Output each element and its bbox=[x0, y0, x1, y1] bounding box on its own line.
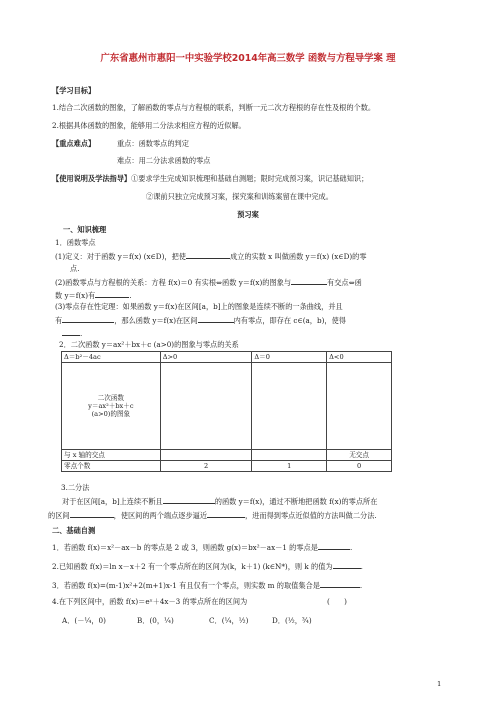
sec1-p1-3b: 有 bbox=[55, 316, 63, 325]
sec1-p1-2a: (2)函数零点与方程根的关系：方程 f(x)＝0 有实根⇔函数 y＝f(x)的图象与 bbox=[55, 278, 292, 287]
sec1-p3c: 的区间 bbox=[48, 511, 70, 520]
count-cell: 1 bbox=[252, 461, 327, 472]
option-a[interactable] bbox=[62, 616, 106, 625]
sec1-p3: 3.二分法 bbox=[61, 483, 90, 492]
option-b-value: (0，¼) bbox=[149, 616, 174, 625]
option-d-value: (½，¾) bbox=[284, 616, 312, 625]
table-row bbox=[62, 363, 392, 450]
graph-answer-cell[interactable] bbox=[160, 363, 252, 450]
intersect-label-cell: 与 x 轴的交点 bbox=[62, 450, 161, 461]
answer-blank[interactable] bbox=[186, 251, 230, 259]
question-3: 3．若函数 f(x)=(m-1)x²+2(m+1)x-1 有且仅有一个零点，则实数 m 的取值集合是 bbox=[52, 581, 320, 590]
usage-heading: 【使用说明及学法指导】 bbox=[52, 174, 132, 183]
answer-blank[interactable] bbox=[198, 315, 234, 323]
sec1-p1-2c: 数 y＝f(x)有 bbox=[55, 291, 96, 300]
intersect-answer-cell[interactable] bbox=[160, 450, 252, 461]
option-b-label: B． bbox=[137, 616, 150, 625]
answer-blank[interactable] bbox=[62, 315, 114, 323]
graph-label-line-3: (a>0)的图象 bbox=[91, 410, 131, 419]
answer-blank[interactable] bbox=[207, 510, 245, 518]
option-c[interactable] bbox=[209, 616, 248, 625]
graph-label-line-2: y＝ax²＋bx＋c bbox=[88, 401, 134, 410]
sec1-p3b: 的函数 y＝f(x)，通过不断地把函数 f(x)的零点所在 bbox=[214, 497, 378, 506]
sec1-p1-3c: ，那么函数 y＝f(x)在区间 bbox=[114, 316, 198, 325]
intersect-none-cell: 无交点 bbox=[327, 450, 392, 461]
option-d[interactable] bbox=[272, 616, 312, 625]
sec1-p3a: 对于在区间[a，b]上连续不断且 bbox=[62, 497, 163, 506]
answer-blank[interactable] bbox=[320, 580, 360, 588]
preview-title: 预习案 bbox=[237, 210, 259, 219]
quadratic-zero-table bbox=[61, 351, 392, 472]
table-row bbox=[62, 450, 392, 461]
table-header-cell: Δ＝b²－4ac bbox=[62, 352, 161, 363]
section2-heading: 二、基础自测 bbox=[52, 526, 96, 535]
option-d-label: D． bbox=[272, 616, 285, 625]
sec1-p1-3a: (3)零点存在性定理：如果函数 y＝f(x)在区间[a，b]上的图象是连续不断的一条曲线，并且 bbox=[55, 302, 343, 311]
question-4: 4.在下列区间中，函数 f(x)＝eˣ＋4x－3 的零点所在的区间为 bbox=[52, 597, 248, 606]
sec1-p1-3d: 内有零点，即存在 c∈(a，b)，使得 bbox=[233, 316, 346, 325]
sec1-p1: 1．函数零点 bbox=[55, 238, 96, 247]
sec1-p1-1b: 成立的实数 x 叫做函数 y＝f(x) (x∈D)的零 bbox=[229, 252, 367, 261]
answer-blank[interactable] bbox=[70, 510, 114, 518]
answer-blank[interactable] bbox=[318, 542, 350, 550]
answer-blank[interactable] bbox=[95, 290, 132, 300]
table-row bbox=[62, 461, 392, 472]
graph-answer-cell[interactable] bbox=[327, 363, 392, 450]
sec1-p3d: ，使区间的两个端点逐步逼近 bbox=[113, 511, 208, 520]
table-header-cell: Δ＝0 bbox=[252, 352, 327, 363]
count-cell: 2 bbox=[160, 461, 252, 472]
answer-blank[interactable] bbox=[62, 328, 83, 338]
sec1-p1-2b: 有交点⇔函 bbox=[327, 278, 362, 287]
option-c-label: C． bbox=[209, 616, 222, 625]
section1-heading: 一、知识梳理 bbox=[63, 225, 107, 234]
option-b[interactable] bbox=[137, 616, 174, 625]
sec1-p1-2d: . bbox=[129, 291, 132, 300]
table-row bbox=[62, 352, 392, 363]
question-2: 2.已知函数 f(x)＝ln x－x＋2 有一个零点所在的区间为(k，k＋1) (k∈N*)，则 k 的值为 bbox=[52, 562, 333, 571]
objectives-heading: 【学习目标】 bbox=[52, 86, 96, 95]
keypoint-zhong: 重点：函数零点的判定 bbox=[117, 139, 189, 148]
intersect-answer-cell[interactable] bbox=[252, 450, 327, 461]
count-label-cell: 零点个数 bbox=[62, 461, 161, 472]
sec1-p1-3e: . bbox=[80, 329, 83, 338]
option-a-value: (－¼，0) bbox=[74, 616, 106, 625]
sec1-p1-1c: 点. bbox=[70, 264, 80, 273]
count-cell: 0 bbox=[327, 461, 392, 472]
answer-blank[interactable] bbox=[333, 561, 361, 569]
question-4-paren: ( ) bbox=[327, 597, 347, 606]
answer-blank[interactable] bbox=[163, 496, 215, 504]
graph-label-cell bbox=[62, 363, 161, 450]
sec1-p3e: ，进而得到零点近似值的方法叫做二分法. bbox=[245, 511, 377, 520]
table-header-cell: Δ<0 bbox=[327, 352, 392, 363]
option-c-value: (¼，½) bbox=[221, 616, 249, 625]
page-number: 1 bbox=[437, 680, 442, 688]
graph-label-line-1: 二次函数 bbox=[97, 393, 125, 402]
keypoints-heading: 【重点难点】 bbox=[52, 139, 96, 148]
option-a-label: A． bbox=[62, 616, 75, 625]
graph-answer-cell[interactable] bbox=[252, 363, 327, 450]
question-1: 1．若函数 f(x)＝x²－ax－b 的零点是 2 或 3，则函数 g(x)＝bx²－ax－1 的零点是 bbox=[52, 543, 318, 552]
table-header-cell: Δ>0 bbox=[160, 352, 252, 363]
keypoint-nan: 难点：用二分法求函数的零点 bbox=[117, 156, 211, 165]
sec1-p2: 2．二次函数 y＝ax²＋bx＋c (a>0)的图象与零点的关系 bbox=[59, 340, 239, 349]
usage-line-1: ①要求学生完成知识梳理和基础自测题；限时完成预习案，识记基础知识； bbox=[131, 174, 369, 183]
objective-2: 2.根据具体函数的图象，能够用二分法求相应方程的近似解。 bbox=[52, 121, 246, 130]
answer-blank[interactable] bbox=[291, 277, 327, 285]
document-title: 广东省惠州市惠阳一中实验学校2014年高三数学 函数与方程导学案 理 bbox=[100, 53, 396, 64]
usage-line-2: ②课前只独立完成预习案，探究案和训练案留在课中完成。 bbox=[146, 192, 333, 201]
sec1-p1-1a: (1)定义：对于函数 y＝f(x) (x∈D)，把使 bbox=[55, 252, 186, 261]
objective-1: 1.结合二次函数的图象，了解函数的零点与方程根的联系，判断一元二次方程根的存在性及根的个数。 bbox=[52, 103, 376, 112]
